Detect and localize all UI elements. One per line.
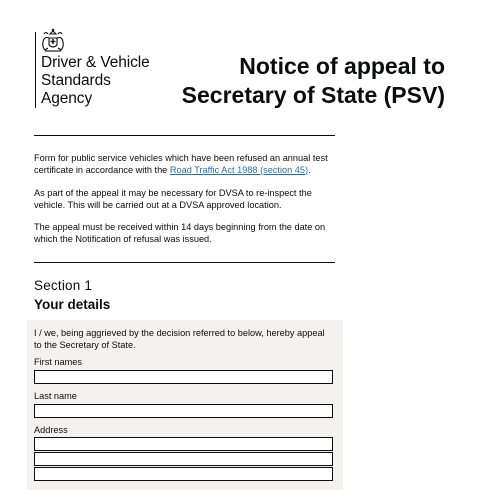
section-number: Section 1 <box>34 278 93 293</box>
logo-divider <box>35 32 36 108</box>
title-line: Notice of appeal to <box>239 53 445 79</box>
document-title <box>145 52 445 110</box>
road-traffic-act-link[interactable]: Road Traffic Act 1988 (section 45) <box>169 164 309 175</box>
logo-text-line: Standards <box>41 72 111 89</box>
appeal-statement: I / we, being aggrieved by the decision referred to below, hereby appeal to the Secretary of State. <box>34 328 325 350</box>
divider <box>34 262 335 263</box>
royal-coat-of-arms-icon <box>38 28 68 54</box>
first-names-field[interactable] <box>34 370 333 384</box>
address-line-field[interactable] <box>34 437 333 451</box>
your-details-panel <box>27 320 343 490</box>
last-name-label: Last name <box>34 391 77 401</box>
section-title: Your details <box>34 297 111 312</box>
address-line-field[interactable] <box>34 452 333 466</box>
intro-paragraph <box>34 153 339 176</box>
divider <box>34 135 335 136</box>
reinspect-paragraph: As part of the appeal it may be necessary for DVSA to re-inspect the vehicle. This will be carried out at a DVSA approved location. <box>34 188 312 210</box>
intro-text: Form for public service vehicles which have been refused an annual test certificate in accordance with the <box>34 153 328 175</box>
intro-text: . <box>308 164 311 175</box>
title-line: Secretary of State (PSV) <box>181 82 445 108</box>
address-line-field[interactable] <box>34 467 333 481</box>
logo-text-line: Driver & Vehicle <box>41 54 150 71</box>
deadline-paragraph: The appeal must be received within 14 days beginning from the date on which the Notification of refusal was issued. <box>34 222 326 244</box>
logo-text-line: Agency <box>41 90 93 107</box>
last-name-field[interactable] <box>34 404 333 418</box>
first-names-label: First names <box>34 357 82 367</box>
address-label: Address <box>34 425 68 435</box>
